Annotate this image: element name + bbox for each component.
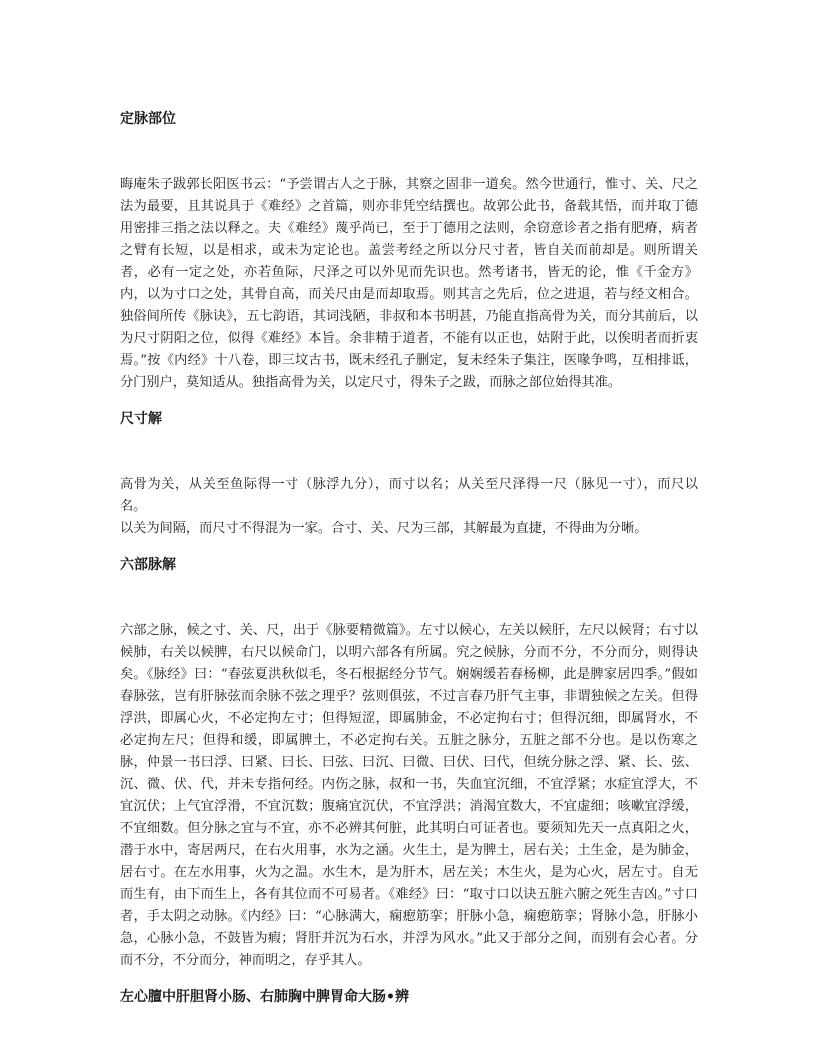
paragraph-chi-cun-division: 以关为间隔，而尺寸不得混为一家。合寸、关、尺为三部，其解最为直捷，不得曲为分晰。 (120, 521, 648, 536)
section-heading-chi-cun: 尺寸解 (120, 411, 162, 427)
section-heading-left-right-organs: 左心膻中肝胆肾小肠、右肺胸中脾胃命大肠•辨 (120, 989, 409, 1005)
section-heading-six-positions: 六部脉解 (120, 557, 176, 573)
document-page (120, 108, 698, 1008)
paragraph-zhuxi-postscript: 晦庵朱子跋郭长阳医书云：“予尝谓古人之于脉，其察之固非一道矣。然今世通行，惟寸、关、尺之法为最要，且其说具于《难经》之首篇，则亦非凭空结撰也。故郭公此书，备载其悟，而并取丁德用密排三指之法以释之。夫《难经》蔑乎尚已，至于丁德用之法则，余窃意诊者之指有肥瘠，病者之臂有长短，以是相求，或未为定论也。盖尝考经之所以分尺寸者，皆自关而前却是。则所谓关者，必有一定之处，亦若鱼际，尺泽之可以外见而先识也。然考诸书，皆无的论，惟《千金方》内，以为寸口之处，其骨自高，而关尺由是而却取焉。则其言之先后，位之进退，若与经文相合。独俗间所传《脉诀》，五七韵语，其词浅陋，非叔和本书明甚，乃能直指高骨为关，而分其前后，以为尺寸阴阳之位，似得《难经》本旨。余非精于道者，不能有以正也，姑附于此，以俟明者而折衷焉。”按《内经》十八卷，即三坟古书，既未经孔子删定，复未经朱子集注，医喙争鸣，互相排诋，分门别户，莫知适从。独指高骨为关，以定尺寸，得朱子之跋，而脉之部位始得其准。 (120, 177, 698, 390)
paragraph-chi-cun-definition: 高骨为关，从关至鱼际得一寸（脉浮九分），而寸以名；从关至尺泽得一尺（脉见一寸），而尺以名。 (120, 477, 698, 514)
paragraph-six-positions: 六部之脉，候之寸、关、尺，出于《脉要精微篇》。左寸以候心，左关以候肝，左尺以候肾；右寸以候肺，右关以候脾，右尺以候命门，以明六部各有所属。究之候脉，分而不分，不分而分，则得诀矣。《脉经》曰：“春弦夏洪秋似毛，冬石根据经分节气。娴娴缓若春杨柳，此是脾家居四季。”假如春脉弦，岂有肝脉弦而余脉不弦之理乎？弦则俱弦，不过言春乃肝气主事，非谓独候之左关。但得浮洪，即属心火，不必定拘左寸；但得短涩，即属肺金，不必定拘右寸；但得沉细，即属肾水，不必定拘左尺；但得和缓，即属脾土，不必定拘右关。五脏之脉分，五脏之部不分也。是以伤寒之脉，仲景一书曰浮、曰紧、曰长、曰弦、曰沉、曰微、曰伏、曰代，但统分脉之浮、紧、长、弦、沉、微、伏、代，并未专指何经。内伤之脉，叔和一书，失血宜沉细，不宜浮紧；水症宜浮大，不宜沉伏；上气宜浮滑，不宜沉数；腹痛宜沉伏，不宜浮洪；消渴宜数大，不宜虚细；咳嗽宜浮缓，不宜细数。但分脉之宜与不宜，亦不必辨其何脏，此其明白可证者也。要须知先天一点真阳之火，潜于水中，寄居两尺，在右火用事，水为之涵。火生土，是为脾土，居右关；土生金，是为肺金，居右寸。在左水用事，火为之温。水生木，是为肝木，居左关；木生火，是为心火，居左寸。自无而生有，由下而生上，各有其位而不可易者。《难经》曰：“取寸口以诀五脏六腑之死生吉凶。”寸口者，手太阴之动脉。《内经》曰：“心脉满大，痫瘛筋挛；肝脉小急，痫瘛筋挛；肾脉小急，肝脉小急，心脉小急，不鼓皆为瘕；肾肝并沉为石水，并浮为风水。”此又于部分之间，而别有会心者。分而不分，不分而分，神而明之，存乎其人。 (120, 623, 698, 968)
section-heading-pulse-positions: 定脉部位 (120, 111, 176, 127)
